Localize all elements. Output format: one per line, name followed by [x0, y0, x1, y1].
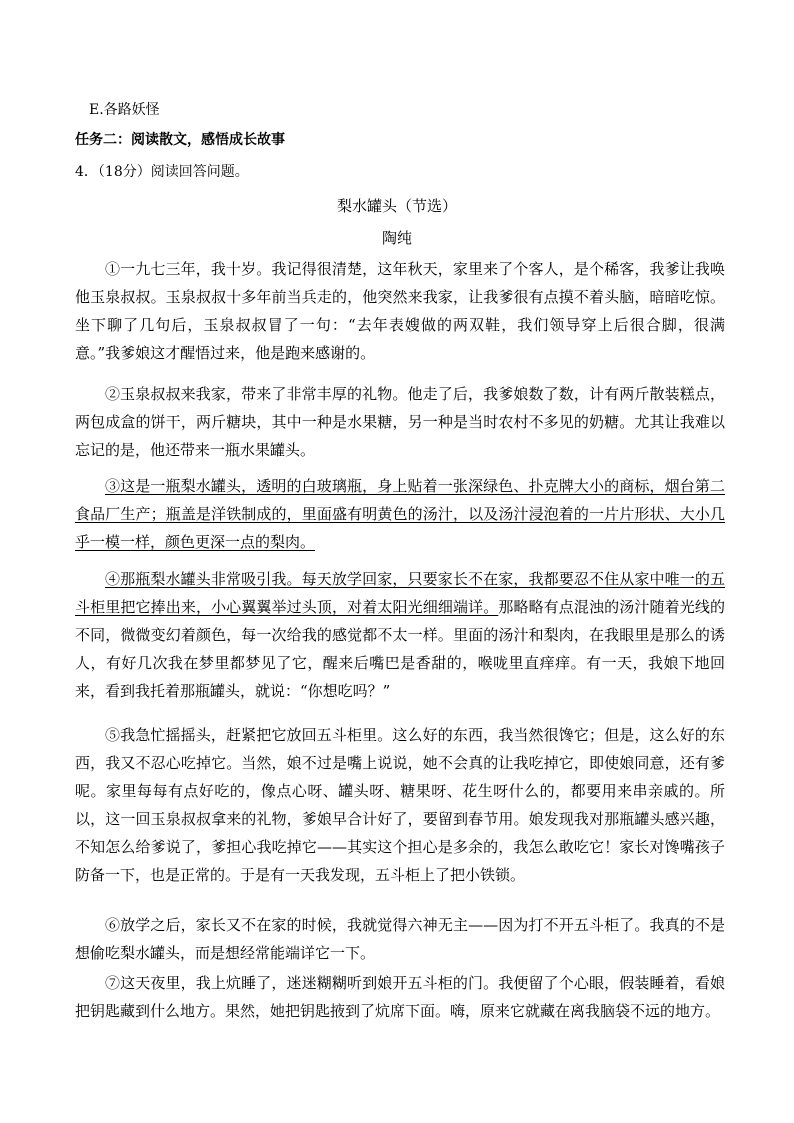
- task-heading: 任务二：阅读散文，感悟成长故事: [75, 132, 285, 148]
- paragraph-6: ⑥放学之后，家长又不在家的时候，我就觉得六神无主——因为打不开五斗柜了。我真的不是想偷吃梨水罐头，而是想经常能端详它一下。: [75, 916, 725, 962]
- paragraph-5: ⑤我急忙摇摇头，赶紧把它放回五斗柜里。这么好的东西，我当然很馋它；但是，这么好的东西，我又不忍心吃掉它。当然，娘不过是嘴上说说，她不会真的让我吃掉它，即使娘同意，还有爹呢。家里每每有点好吃的，像点心呀、罐头呀、糖果呀、花生呀什么的，都要用来串亲戚的。所以，这一回玉泉叔叔拿来的礼物，爹娘早合计好了，要留到春节用。娘发现我对那瓶罐头感兴趣，不知怎么给爹说了，爹担心我吃掉它——其实这个担心是多余的，我怎么敢吃它！家长对馋嘴孩子防备一下，也是正常的。于是有一天我发现，五斗柜上了把小铁锁。: [75, 726, 725, 884]
- question-prompt: 4．（18分）阅读回答问题。: [75, 164, 249, 180]
- paragraph-3: [75, 472, 725, 556]
- paragraph-4-text: 那略略有点混浊的汤汁随着光线的不同，微微变幻着颜色，每一次给我的感觉都不太一样。里面的汤汁和梨肉，在我眼里是那么的诱人，有好几次我在梦里都梦见了它，醒来后嘴巴是香甜的，喉咙里直痒痒。有一天，我娘下地回来，看到我托着那瓶罐头，就说：“你想吃吗？”: [75, 598, 725, 700]
- answer-option-e: E.各路妖怪: [89, 102, 160, 118]
- paragraph-1: ①一九七三年，我十岁。我记得很清楚，这年秋天，家里来了个客人，是个稀客，我爹让我唤他玉泉叔叔。玉泉叔叔十多年前当兵走的，他突然来我家，让我爹很有点摸不着头脑，暗暗吃惊。坐下聊了几句后，玉泉叔叔冒了一句：“去年表嫂做的两双鞋，我们领导穿上后很合脚，很满意。”我爹娘这才醒悟过来，他是跑来感谢的。: [75, 260, 725, 362]
- paragraph-4: [75, 565, 725, 705]
- paragraph-4-underlined-text: ④那瓶梨水罐头非常吸引我。每天放学回家，只要家长不在家，我都要忍不住从家中唯一的五斗柜里把它捧出来，小心翼翼举过头顶，对着太阳光细细端详。: [75, 570, 725, 616]
- paragraph-7: ⑦这天夜里，我上炕睡了，迷迷糊糊听到娘开五斗柜的门。我便留了个心眼，假装睡着，看娘把钥匙藏到什么地方。果然，她把钥匙掖到了炕席下面。嗨，原来它就藏在离我脑袋不远的地方。: [75, 974, 725, 1020]
- essay-author: 陶纯: [381, 229, 412, 247]
- paragraph-3-underlined-text: ③这是一瓶梨水罐头，透明的白玻璃瓶，身上贴着一张深绿色、扑克牌大小的商标，烟台第二食品厂生产；瓶盖是洋铁制成的，里面盛有明黄色的汤汁，以及汤汁浸泡着的一片片形状、大小几乎一模一样，颜色更深一点的梨肉。: [75, 477, 725, 551]
- paragraph-2: ②玉泉叔叔来我家，带来了非常丰厚的礼物。他走了后，我爹娘数了数，计有两斤散装糕点，两包成盒的饼干，两斤糖块，其中一种是水果糖，另一种是当时农村不多见的奶糖。尤其让我难以忘记的是，他还带来一瓶水果罐头。: [75, 385, 725, 459]
- essay-title: 梨水罐头（节选）: [336, 197, 457, 215]
